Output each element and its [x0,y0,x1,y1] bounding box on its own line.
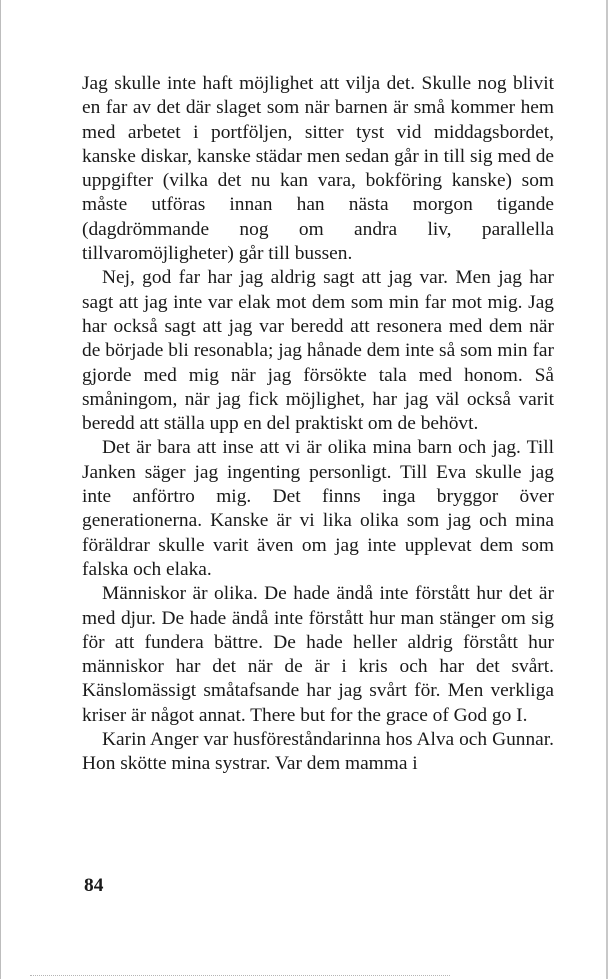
page-number: 84 [84,875,104,896]
page-edge-bottom [30,975,450,976]
body-text [82,72,554,777]
paragraph: Nej, god far har jag aldrig sagt att jag var. Men jag har sagt att jag inte var elak mot dem som min far mot mig. Jag har också sagt att jag var beredd att resonera med dem när de började bli resonabla; jag hånade dem inte så som min far gjorde med mig när jag försökte tala med honom. Så småningom, när jag fick möjlighet, har jag väl också varit beredd att ställa upp en del praktiskt om de behövt. [82,267,554,435]
paragraph: Jag skulle inte haft möjlighet att vilja det. Skulle nog blivit en far av det där slaget som när barnen är små kommer hem med arbetet i portföljen, sitter tyst vid middagsbordet, kanske diskar, kanske städar men sedan går in till sig med de uppgifter (vilka det nu kan vara, bokföring kanske) som måste utföras innan han nästa morgon tigande (dagdrömmande nog om andra liv, parallella tillvaromöjligheter) går till bussen. [82,73,555,265]
paragraph: Det är bara att inse att vi är olika mina barn och jag. Till Janken säger jag ingenting personligt. Till Eva skulle jag inte anförtro mig. Det finns inga bryggor över generationerna. Kanske är vi lika olika som jag och mina föräldrar skulle varit även om jag inte upplevat dem som falska och elaka. [82,437,554,580]
paragraph: Karin Anger var husföreståndarinna hos Alva och Gunnar. Hon skötte mina systrar. Var dem mamma i [82,729,554,775]
paragraph: Människor är olika. De hade ändå inte förstått hur det är med djur. De hade ändå inte förstått hur man stänger om sig för att fundera bättre. De hade heller aldrig förstått hur människor har det när de är i kris och har det svårt. Känslomässigt småtafsande har jag svårt för. Men verkliga kriser är något annat. There but for the grace of God go I. [82,583,554,726]
page-edge-left [0,0,1,979]
